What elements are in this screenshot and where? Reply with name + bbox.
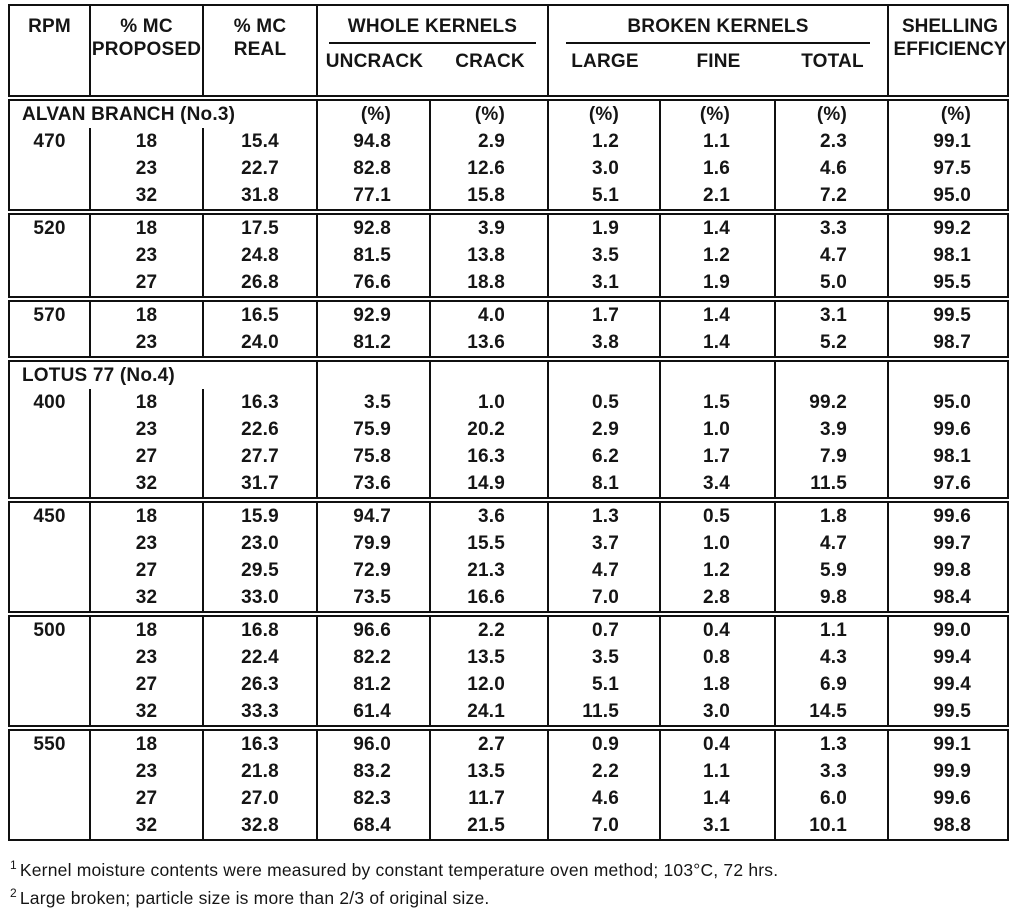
cell-uncrack: 79.9 [316, 530, 429, 557]
table-row [10, 329, 1007, 356]
table-row [10, 731, 1007, 758]
cell-shelling-efficiency: 98.8 [887, 812, 1011, 839]
cell-rpm [10, 416, 89, 443]
cell-uncrack: 77.1 [316, 182, 429, 209]
cell-shelling-efficiency: 95.0 [887, 389, 1011, 416]
footnote-1-marker: 1 [10, 858, 17, 872]
cell-uncrack: 81.2 [316, 329, 429, 356]
table-row [10, 389, 1007, 416]
cell-large: 0.5 [547, 389, 659, 416]
section-label-row [10, 101, 1007, 128]
table-row [10, 617, 1007, 644]
cell-crack: 21.5 [429, 812, 547, 839]
cell-uncrack: 76.6 [316, 269, 429, 296]
cell-mc-proposed: 27 [89, 671, 202, 698]
footnote-1 [10, 854, 1009, 882]
cell-shelling-efficiency: 99.5 [887, 302, 1011, 329]
cell-rpm [10, 557, 89, 584]
cell-crack: 2.2 [429, 617, 547, 644]
section-label: ALVAN BRANCH (No.3) [22, 103, 236, 125]
whole-kernels-subheaders [318, 50, 547, 73]
rpm-block-500 [8, 615, 1009, 727]
cell-uncrack: 96.0 [316, 731, 429, 758]
column-header-rpm [10, 6, 89, 95]
cell-total: 3.3 [774, 215, 887, 242]
cell-uncrack: 82.3 [316, 785, 429, 812]
cell-total: 5.9 [774, 557, 887, 584]
cell-large: 11.5 [547, 698, 659, 725]
cell-total: 3.9 [774, 416, 887, 443]
cell-uncrack: 72.9 [316, 557, 429, 584]
cell-crack: 15.5 [429, 530, 547, 557]
cell-shelling-efficiency: 98.1 [887, 242, 1011, 269]
cell-uncrack: 73.5 [316, 584, 429, 611]
cell-mc-proposed: 18 [89, 503, 202, 530]
cell-rpm [10, 269, 89, 296]
cell-large: 3.5 [547, 644, 659, 671]
cell-mc-real: 15.9 [202, 503, 316, 530]
cell-shelling-efficiency: 99.1 [887, 128, 1011, 155]
cell-uncrack: 92.8 [316, 215, 429, 242]
cell-mc-real: 16.3 [202, 389, 316, 416]
cell-mc-real: 21.8 [202, 758, 316, 785]
cell-mc-real: 33.3 [202, 698, 316, 725]
cell-crack: 16.6 [429, 584, 547, 611]
table-row [10, 269, 1007, 296]
cell-mc-real: 22.4 [202, 644, 316, 671]
cell-fine: 1.5 [659, 389, 774, 416]
cell-mc-proposed: 23 [89, 644, 202, 671]
cell-crack: 15.8 [429, 182, 547, 209]
cell-uncrack: 96.6 [316, 617, 429, 644]
cell-crack: 12.0 [429, 671, 547, 698]
cell-mc-real: 32.8 [202, 812, 316, 839]
mc-proposed-line2: PROPOSED [91, 39, 202, 60]
cell-shelling-efficiency: 95.5 [887, 269, 1011, 296]
cell-large: 2.9 [547, 416, 659, 443]
mc-real-line2: REAL [233, 39, 287, 60]
cell-mc-proposed: 32 [89, 698, 202, 725]
cell-mc-proposed: 18 [89, 389, 202, 416]
cell-rpm: 500 [33, 619, 66, 641]
cell-total: 2.3 [774, 128, 887, 155]
cell-mc-real: 26.8 [202, 269, 316, 296]
column-header-mc-real [202, 6, 316, 95]
column-header-total: TOTAL [801, 51, 864, 72]
cell-mc-real: 22.7 [202, 155, 316, 182]
cell-rpm [10, 698, 89, 725]
group-underline [566, 42, 870, 44]
cell-rpm [10, 812, 89, 839]
cell-shelling-efficiency: 99.5 [887, 698, 1011, 725]
cell-percent-header: (%) [429, 101, 547, 128]
table-row [10, 443, 1007, 470]
cell-mc-real: 31.7 [202, 470, 316, 497]
cell-total: 1.1 [774, 617, 887, 644]
shelling-line1: SHELLING [901, 16, 999, 37]
cell-crack: 2.7 [429, 731, 547, 758]
cell-fine: 0.8 [659, 644, 774, 671]
cell-shelling-efficiency: 99.6 [887, 785, 1011, 812]
cell-mc-real: 33.0 [202, 584, 316, 611]
cell-crack: 3.6 [429, 503, 547, 530]
cell-fine: 1.1 [659, 128, 774, 155]
cell-rpm: 520 [33, 217, 66, 239]
cell-shelling-efficiency: 99.0 [887, 617, 1011, 644]
table-row [10, 530, 1007, 557]
cell-large: 0.7 [547, 617, 659, 644]
cell-mc-proposed: 23 [89, 416, 202, 443]
broken-kernels-title [549, 15, 887, 44]
cell-mc-real: 17.5 [202, 215, 316, 242]
section-label-row [10, 362, 1007, 389]
cell-fine: 3.0 [659, 698, 774, 725]
cell-large: 1.2 [547, 128, 659, 155]
rpm-block-550 [8, 729, 1009, 841]
cell-mc-proposed: 32 [89, 470, 202, 497]
cell-total: 14.5 [774, 698, 887, 725]
cell-uncrack: 68.4 [316, 812, 429, 839]
cell-crack: 18.8 [429, 269, 547, 296]
cell-mc-real: 26.3 [202, 671, 316, 698]
cell-fine: 1.9 [659, 269, 774, 296]
cell-rpm [10, 758, 89, 785]
cell-total: 10.1 [774, 812, 887, 839]
cell-rpm: 470 [33, 130, 66, 152]
footnote-2-text: Large broken; particle size is more than 2/3 of original size. [19, 887, 490, 908]
cell-large: 4.6 [547, 785, 659, 812]
whole-kernels-label: WHOLE KERNELS [347, 16, 518, 37]
cell-rpm [10, 329, 89, 356]
cell-total: 3.1 [774, 302, 887, 329]
cell-fine: 1.4 [659, 329, 774, 356]
cell-percent-header [547, 362, 659, 389]
cell-fine: 1.2 [659, 557, 774, 584]
cell-rpm [10, 671, 89, 698]
cell-fine: 2.1 [659, 182, 774, 209]
cell-large: 2.2 [547, 758, 659, 785]
rpm-block-470 [8, 99, 1009, 211]
footnotes [8, 854, 1009, 910]
cell-crack: 12.6 [429, 155, 547, 182]
cell-shelling-efficiency: 95.0 [887, 182, 1011, 209]
column-group-broken-kernels [547, 6, 887, 95]
cell-total: 4.3 [774, 644, 887, 671]
cell-crack: 3.9 [429, 215, 547, 242]
cell-shelling-efficiency: 99.2 [887, 215, 1011, 242]
cell-uncrack: 75.8 [316, 443, 429, 470]
cell-fine: 3.4 [659, 470, 774, 497]
cell-rpm: 550 [33, 733, 66, 755]
cell-mc-real: 16.5 [202, 302, 316, 329]
cell-mc-proposed: 18 [89, 731, 202, 758]
table-row [10, 416, 1007, 443]
cell-shelling-efficiency: 99.1 [887, 731, 1011, 758]
cell-fine: 1.0 [659, 530, 774, 557]
table-row [10, 671, 1007, 698]
cell-shelling-efficiency: 97.5 [887, 155, 1011, 182]
cell-fine: 1.7 [659, 443, 774, 470]
cell-mc-real: 24.0 [202, 329, 316, 356]
cell-mc-real: 29.5 [202, 557, 316, 584]
cell-mc-proposed: 27 [89, 443, 202, 470]
cell-uncrack: 94.8 [316, 128, 429, 155]
cell-uncrack: 82.8 [316, 155, 429, 182]
table-body [8, 99, 1009, 841]
cell-total: 6.0 [774, 785, 887, 812]
cell-mc-proposed: 23 [89, 329, 202, 356]
cell-rpm: 450 [33, 505, 66, 527]
broken-kernels-subheaders [549, 50, 887, 73]
cell-uncrack: 82.2 [316, 644, 429, 671]
cell-shelling-efficiency: 99.4 [887, 671, 1011, 698]
cell-mc-proposed: 27 [89, 557, 202, 584]
cell-crack: 13.5 [429, 644, 547, 671]
footnote-2-marker: 2 [10, 885, 17, 900]
cell-total: 9.8 [774, 584, 887, 611]
cell-total: 11.5 [774, 470, 887, 497]
cell-shelling-efficiency: 99.4 [887, 644, 1011, 671]
cell-rpm [10, 470, 89, 497]
cell-crack: 24.1 [429, 698, 547, 725]
cell-percent-header: (%) [316, 101, 429, 128]
cell-mc-real: 27.7 [202, 443, 316, 470]
cell-total: 6.9 [774, 671, 887, 698]
cell-fine: 0.4 [659, 731, 774, 758]
cell-large: 3.5 [547, 242, 659, 269]
cell-crack: 13.5 [429, 758, 547, 785]
column-header-crack: CRACK [455, 51, 525, 72]
cell-uncrack: 61.4 [316, 698, 429, 725]
cell-fine: 1.4 [659, 215, 774, 242]
cell-crack: 4.0 [429, 302, 547, 329]
cell-rpm: 570 [33, 304, 66, 326]
cell-mc-real: 16.3 [202, 731, 316, 758]
cell-total: 4.7 [774, 242, 887, 269]
cell-total: 1.8 [774, 503, 887, 530]
section-label: LOTUS 77 (No.4) [22, 364, 175, 386]
rpm-block-520 [8, 213, 1009, 298]
table-row [10, 557, 1007, 584]
cell-total: 5.2 [774, 329, 887, 356]
cell-total: 7.9 [774, 443, 887, 470]
cell-total: 4.7 [774, 530, 887, 557]
cell-fine: 1.2 [659, 242, 774, 269]
scanned-table-page [8, 4, 1009, 910]
rpm-block-570 [8, 300, 1009, 358]
cell-fine: 1.4 [659, 785, 774, 812]
cell-crack: 20.2 [429, 416, 547, 443]
cell-fine: 1.6 [659, 155, 774, 182]
cell-total: 3.3 [774, 758, 887, 785]
cell-large: 1.9 [547, 215, 659, 242]
table-row [10, 644, 1007, 671]
cell-large: 3.7 [547, 530, 659, 557]
cell-mc-proposed: 23 [89, 758, 202, 785]
cell-mc-proposed: 18 [89, 128, 202, 155]
cell-rpm [10, 785, 89, 812]
mc-real-line1: % MC [233, 16, 287, 37]
column-group-whole-kernels [316, 6, 547, 95]
cell-crack: 13.6 [429, 329, 547, 356]
column-header-shelling-efficiency [887, 6, 1011, 95]
cell-rpm [10, 155, 89, 182]
cell-fine: 0.5 [659, 503, 774, 530]
table-row [10, 812, 1007, 839]
cell-mc-proposed: 23 [89, 242, 202, 269]
table-row [10, 182, 1007, 209]
cell-large: 7.0 [547, 812, 659, 839]
cell-mc-proposed: 18 [89, 302, 202, 329]
cell-large: 0.9 [547, 731, 659, 758]
cell-mc-proposed: 23 [89, 155, 202, 182]
cell-large: 5.1 [547, 182, 659, 209]
table-row [10, 242, 1007, 269]
cell-shelling-efficiency: 99.8 [887, 557, 1011, 584]
column-header-fine: FINE [696, 51, 741, 72]
shelling-line2: EFFICIENCY [893, 39, 1007, 60]
cell-total: 4.6 [774, 155, 887, 182]
cell-crack: 13.8 [429, 242, 547, 269]
table-row [10, 128, 1007, 155]
cell-crack: 16.3 [429, 443, 547, 470]
group-underline [329, 42, 535, 44]
cell-rpm [10, 644, 89, 671]
cell-rpm [10, 242, 89, 269]
column-header-rpm-label: RPM [28, 16, 71, 37]
cell-uncrack: 3.5 [316, 389, 429, 416]
cell-total: 7.2 [774, 182, 887, 209]
cell-uncrack: 81.2 [316, 671, 429, 698]
cell-total: 5.0 [774, 269, 887, 296]
cell-large: 4.7 [547, 557, 659, 584]
cell-mc-real: 22.6 [202, 416, 316, 443]
cell-mc-proposed: 27 [89, 269, 202, 296]
cell-rpm [10, 182, 89, 209]
cell-crack: 21.3 [429, 557, 547, 584]
cell-percent-header [316, 362, 429, 389]
cell-fine: 1.1 [659, 758, 774, 785]
cell-rpm: 400 [33, 391, 66, 413]
cell-uncrack: 83.2 [316, 758, 429, 785]
cell-crack: 11.7 [429, 785, 547, 812]
cell-total: 1.3 [774, 731, 887, 758]
cell-large: 5.1 [547, 671, 659, 698]
cell-rpm [10, 443, 89, 470]
cell-shelling-efficiency: 98.4 [887, 584, 1011, 611]
cell-shelling-efficiency: 99.9 [887, 758, 1011, 785]
cell-uncrack: 73.6 [316, 470, 429, 497]
cell-mc-real: 15.4 [202, 128, 316, 155]
table-row [10, 302, 1007, 329]
cell-large: 6.2 [547, 443, 659, 470]
cell-mc-real: 31.8 [202, 182, 316, 209]
table-row [10, 698, 1007, 725]
cell-rpm [10, 584, 89, 611]
cell-mc-proposed: 32 [89, 584, 202, 611]
cell-mc-proposed: 32 [89, 812, 202, 839]
cell-large: 1.3 [547, 503, 659, 530]
cell-large: 1.7 [547, 302, 659, 329]
cell-fine: 0.4 [659, 617, 774, 644]
cell-percent-header [659, 362, 774, 389]
table-row [10, 470, 1007, 497]
cell-shelling-efficiency: 98.7 [887, 329, 1011, 356]
cell-fine: 1.8 [659, 671, 774, 698]
cell-fine: 2.8 [659, 584, 774, 611]
cell-shelling-efficiency: 97.6 [887, 470, 1011, 497]
cell-large: 7.0 [547, 584, 659, 611]
cell-percent-header: (%) [774, 101, 887, 128]
cell-mc-real: 16.8 [202, 617, 316, 644]
table-row [10, 155, 1007, 182]
cell-rpm [10, 530, 89, 557]
cell-large: 3.0 [547, 155, 659, 182]
table-row [10, 503, 1007, 530]
column-header-mc-proposed [89, 6, 202, 95]
cell-fine: 1.0 [659, 416, 774, 443]
cell-uncrack: 81.5 [316, 242, 429, 269]
table-row [10, 758, 1007, 785]
column-header-large: LARGE [571, 51, 639, 72]
cell-percent-header: (%) [547, 101, 659, 128]
cell-large: 3.8 [547, 329, 659, 356]
cell-shelling-efficiency: 99.6 [887, 503, 1011, 530]
cell-mc-proposed: 32 [89, 182, 202, 209]
table-row [10, 785, 1007, 812]
cell-mc-real: 24.8 [202, 242, 316, 269]
footnote-2 [10, 882, 1009, 910]
cell-percent-header [429, 362, 547, 389]
cell-mc-proposed: 18 [89, 215, 202, 242]
cell-total: 99.2 [774, 389, 887, 416]
cell-shelling-efficiency: 99.7 [887, 530, 1011, 557]
cell-fine: 1.4 [659, 302, 774, 329]
cell-uncrack: 92.9 [316, 302, 429, 329]
table-header [8, 4, 1009, 97]
table-row [10, 215, 1007, 242]
broken-kernels-label: BROKEN KERNELS [627, 16, 809, 37]
cell-large: 8.1 [547, 470, 659, 497]
column-header-uncrack: UNCRACK [325, 51, 424, 72]
cell-uncrack: 94.7 [316, 503, 429, 530]
cell-crack: 1.0 [429, 389, 547, 416]
cell-crack: 14.9 [429, 470, 547, 497]
cell-mc-real: 27.0 [202, 785, 316, 812]
rpm-block-450 [8, 501, 1009, 613]
cell-crack: 2.9 [429, 128, 547, 155]
cell-mc-proposed: 18 [89, 617, 202, 644]
cell-mc-real: 23.0 [202, 530, 316, 557]
cell-fine: 3.1 [659, 812, 774, 839]
cell-uncrack: 75.9 [316, 416, 429, 443]
footnote-1-text: Kernel moisture contents were measured by constant temperature oven method; 103°C, 72 hrs. [19, 859, 779, 880]
cell-shelling-efficiency: 98.1 [887, 443, 1011, 470]
whole-kernels-title [318, 15, 547, 44]
cell-mc-proposed: 23 [89, 530, 202, 557]
table-row [10, 584, 1007, 611]
rpm-block-400 [8, 360, 1009, 499]
cell-percent-header [774, 362, 887, 389]
cell-percent-header: (%) [887, 101, 1011, 128]
mc-proposed-line1: % MC [120, 16, 173, 37]
cell-percent-header: (%) [659, 101, 774, 128]
cell-shelling-efficiency: 99.6 [887, 416, 1011, 443]
cell-large: 3.1 [547, 269, 659, 296]
cell-percent-header [887, 362, 1011, 389]
cell-mc-proposed: 27 [89, 785, 202, 812]
